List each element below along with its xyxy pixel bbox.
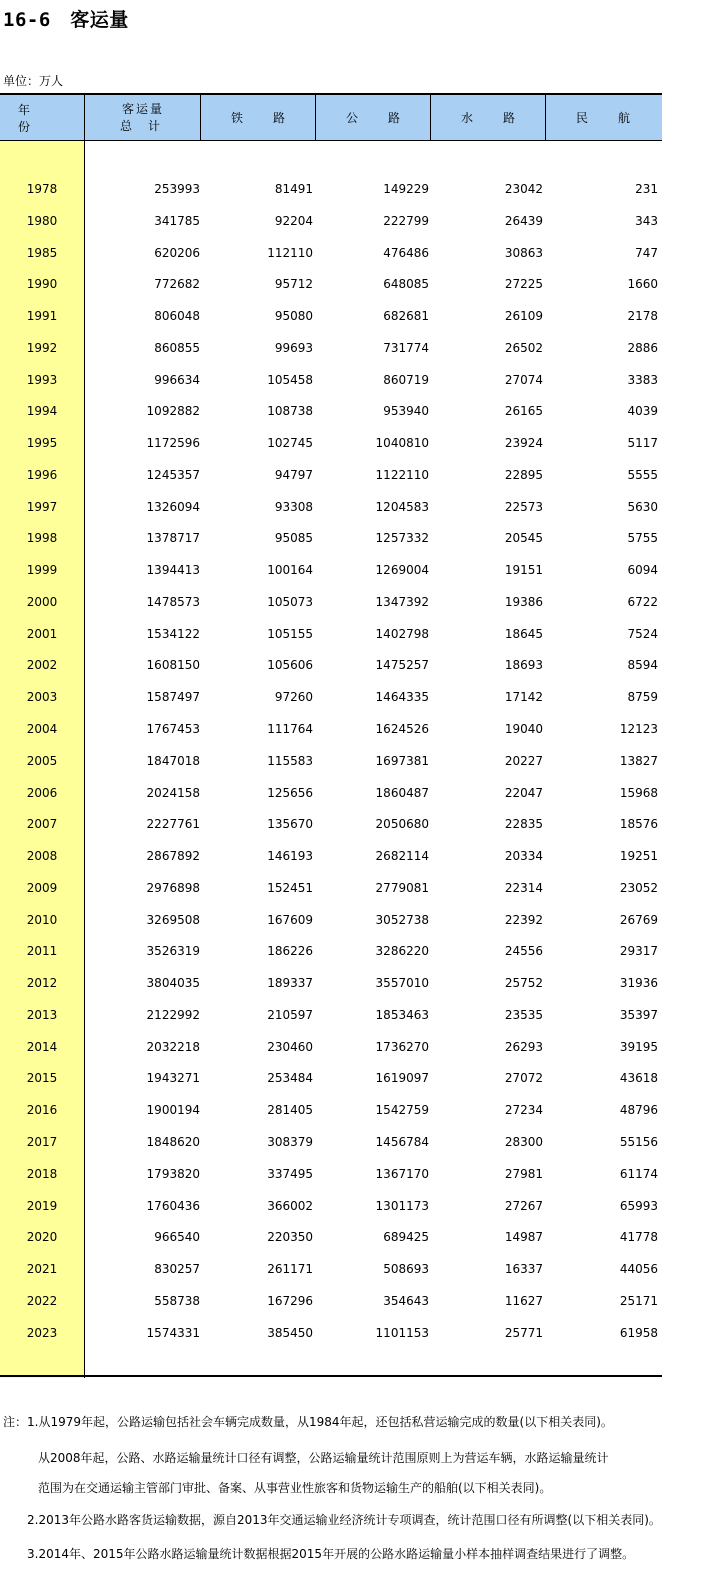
table-row — [0, 904, 662, 936]
cell-year: 2007 — [26, 817, 58, 832]
cell-air: 23052 — [619, 880, 658, 895]
cell-rail: 253484 — [267, 1071, 313, 1086]
cell-water: 26109 — [504, 309, 543, 324]
cell-air: 343 — [635, 213, 658, 228]
cell-rail: 210597 — [267, 1007, 313, 1022]
cell-water: 22895 — [504, 467, 543, 482]
cell-water: 26502 — [504, 340, 543, 355]
passenger-traffic-table — [0, 93, 662, 1378]
cell-total: 2867892 — [146, 849, 200, 864]
cell-year: 1994 — [26, 404, 58, 419]
table-row — [0, 745, 662, 777]
cell-water: 17142 — [504, 690, 543, 705]
cell-total: 1900194 — [146, 1103, 200, 1118]
cell-water: 19386 — [504, 594, 543, 609]
cell-air: 4039 — [627, 404, 658, 419]
cell-total: 772682 — [154, 277, 200, 292]
cell-rail: 92204 — [274, 213, 313, 228]
cell-air: 8594 — [627, 658, 658, 673]
cell-total: 3269508 — [146, 912, 200, 927]
table-row — [0, 1221, 662, 1253]
table-body — [0, 141, 662, 1378]
table-row — [0, 395, 662, 427]
cell-total: 1943271 — [146, 1071, 200, 1086]
cell-rail: 186226 — [267, 944, 313, 959]
header-rail: 铁路 — [231, 111, 316, 125]
table-header — [0, 93, 662, 141]
cell-total: 830257 — [154, 1262, 200, 1277]
cell-rail: 146193 — [267, 849, 313, 864]
cell-rail: 281405 — [267, 1103, 313, 1118]
table-row — [0, 1062, 662, 1094]
cell-air: 6094 — [627, 563, 658, 578]
cell-air: 44056 — [619, 1262, 658, 1277]
note-1: 注：1.从1979年起，公路运输包括社会车辆完成数量，从1984年起，还包括私营运输完成的数量(以下相关表同)。 — [3, 1415, 613, 1429]
cell-year: 1997 — [26, 499, 58, 514]
table-row — [0, 459, 662, 491]
cell-road: 731774 — [383, 340, 429, 355]
cell-total: 2032218 — [146, 1039, 200, 1054]
cell-water: 22835 — [504, 817, 543, 832]
cell-road: 1542759 — [375, 1103, 429, 1118]
cell-water: 27072 — [504, 1071, 543, 1086]
cell-total: 1172596 — [146, 436, 200, 451]
cell-rail: 385450 — [267, 1325, 313, 1340]
cell-water: 27074 — [504, 372, 543, 387]
table-row — [0, 649, 662, 681]
cell-road: 354643 — [383, 1293, 429, 1308]
table-row — [0, 205, 662, 237]
header-total — [85, 95, 201, 140]
cell-rail: 167296 — [267, 1293, 313, 1308]
cell-rail: 105458 — [267, 372, 313, 387]
cell-air: 15968 — [619, 785, 658, 800]
cell-road: 860719 — [383, 372, 429, 387]
cell-road: 682681 — [383, 309, 429, 324]
cell-air: 5117 — [627, 436, 658, 451]
cell-water: 28300 — [504, 1134, 543, 1149]
cell-water: 19151 — [504, 563, 543, 578]
cell-total: 1608150 — [146, 658, 200, 673]
table-row — [0, 173, 662, 205]
cell-total: 3526319 — [146, 944, 200, 959]
cell-road: 1624526 — [375, 722, 429, 737]
cell-road: 1257332 — [375, 531, 429, 546]
cell-year: 2020 — [26, 1230, 58, 1245]
cell-year: 1990 — [26, 277, 58, 292]
table-row — [0, 491, 662, 523]
cell-total: 1326094 — [146, 499, 200, 514]
cell-road: 689425 — [383, 1230, 429, 1245]
table-row — [0, 1253, 662, 1285]
cell-road: 1101153 — [375, 1325, 429, 1340]
cell-water: 18693 — [504, 658, 543, 673]
cell-road: 1853463 — [375, 1007, 429, 1022]
table-row — [0, 618, 662, 650]
cell-air: 2178 — [627, 309, 658, 324]
cell-water: 20334 — [504, 849, 543, 864]
cell-total: 860855 — [154, 340, 200, 355]
cell-road: 3557010 — [375, 976, 429, 991]
cell-water: 27234 — [504, 1103, 543, 1118]
cell-road: 1269004 — [375, 563, 429, 578]
cell-water: 27267 — [504, 1198, 543, 1213]
cell-rail: 108738 — [267, 404, 313, 419]
cell-rail: 105606 — [267, 658, 313, 673]
cell-road: 1464335 — [375, 690, 429, 705]
table-row — [0, 681, 662, 713]
table-row — [0, 872, 662, 904]
table-row — [0, 364, 662, 396]
cell-air: 48796 — [619, 1103, 658, 1118]
cell-air: 12123 — [619, 722, 658, 737]
cell-year: 2023 — [26, 1325, 58, 1340]
cell-air: 6722 — [627, 594, 658, 609]
cell-road: 1456784 — [375, 1134, 429, 1149]
cell-water: 26439 — [504, 213, 543, 228]
cell-total: 620206 — [154, 245, 200, 260]
cell-water: 24556 — [504, 944, 543, 959]
cell-rail: 261171 — [267, 1262, 313, 1277]
cell-water: 25752 — [504, 976, 543, 991]
header-total-line2: 总计 — [119, 118, 176, 133]
cell-road: 1860487 — [375, 785, 429, 800]
cell-rail: 95080 — [274, 309, 313, 324]
cell-year: 2018 — [26, 1166, 58, 1181]
cell-rail: 95712 — [274, 277, 313, 292]
cell-road: 1736270 — [375, 1039, 429, 1054]
cell-rail: 366002 — [267, 1198, 313, 1213]
cell-rail: 99693 — [274, 340, 313, 355]
cell-road: 2050680 — [375, 817, 429, 832]
header-year: 年份 — [18, 102, 53, 134]
cell-rail: 230460 — [267, 1039, 313, 1054]
table-row — [0, 586, 662, 618]
cell-year: 1993 — [26, 372, 58, 387]
header-total-line1: 客运量 — [121, 101, 164, 116]
cell-road: 648085 — [383, 277, 429, 292]
cell-year: 1996 — [26, 467, 58, 482]
cell-year: 2008 — [26, 849, 58, 864]
table-row — [0, 967, 662, 999]
cell-year: 2013 — [26, 1007, 58, 1022]
cell-total: 253993 — [154, 182, 200, 196]
cell-road: 1204583 — [375, 499, 429, 514]
cell-rail: 337495 — [267, 1166, 313, 1181]
cell-air: 41778 — [619, 1230, 658, 1245]
cell-total: 1245357 — [146, 467, 200, 482]
cell-year: 2012 — [26, 976, 58, 991]
cell-road: 1619097 — [375, 1071, 429, 1086]
cell-water: 22392 — [504, 912, 543, 927]
cell-year: 1992 — [26, 340, 58, 355]
cell-road: 1402798 — [375, 626, 429, 641]
cell-total: 3804035 — [146, 976, 200, 991]
cell-air: 25171 — [619, 1293, 658, 1308]
cell-air: 31936 — [619, 976, 658, 991]
cell-air: 231 — [635, 182, 658, 196]
cell-total: 1378717 — [146, 531, 200, 546]
cell-year: 2003 — [26, 690, 58, 705]
table-row — [0, 237, 662, 269]
cell-rail: 102745 — [267, 436, 313, 451]
cell-water: 20545 — [504, 531, 543, 546]
cell-road: 2682114 — [375, 849, 429, 864]
cell-rail: 125656 — [267, 785, 313, 800]
cell-air: 39195 — [619, 1039, 658, 1054]
cell-air: 55156 — [619, 1134, 658, 1149]
cell-year: 2006 — [26, 785, 58, 800]
cell-air: 8759 — [627, 690, 658, 705]
table-row — [0, 840, 662, 872]
cell-year: 1978 — [26, 182, 58, 196]
cell-year: 2019 — [26, 1198, 58, 1213]
cell-air: 1660 — [627, 277, 658, 292]
cell-road: 1367170 — [375, 1166, 429, 1181]
cell-air: 26769 — [619, 912, 658, 927]
cell-rail: 94797 — [274, 467, 313, 482]
table-row — [0, 1126, 662, 1158]
cell-water: 19040 — [504, 722, 543, 737]
table-row — [0, 713, 662, 745]
cell-year: 2004 — [26, 722, 58, 737]
note-3: 3.2014年、2015年公路水路运输量统计数据根据2015年开展的公路水路运输量小样本抽样调查结果进行了调整。 — [27, 1547, 635, 1561]
cell-total: 341785 — [154, 213, 200, 228]
table-row — [0, 1094, 662, 1126]
cell-total: 966540 — [154, 1230, 200, 1245]
header-road: 公路 — [346, 111, 431, 125]
cell-road: 1301173 — [375, 1198, 429, 1213]
cell-air: 13827 — [619, 753, 658, 768]
cell-water: 20227 — [504, 753, 543, 768]
cell-rail: 111764 — [267, 722, 313, 737]
cell-year: 2002 — [26, 658, 58, 673]
cell-total: 2227761 — [146, 817, 200, 832]
cell-year: 2014 — [26, 1039, 58, 1054]
cell-air: 18576 — [619, 817, 658, 832]
note-2: 2.2013年公路水路客货运输数据，源自2013年交通运输业经济统计专项调查，统计范围口径有所调整(以下相关表同)。 — [27, 1513, 661, 1527]
cell-air: 3383 — [627, 372, 658, 387]
cell-air: 61174 — [619, 1166, 658, 1181]
cell-year: 2015 — [26, 1071, 58, 1086]
cell-rail: 81491 — [274, 182, 313, 196]
table-rows — [0, 173, 662, 1348]
cell-year: 1985 — [26, 245, 58, 260]
cell-road: 149229 — [383, 182, 429, 196]
cell-water: 22573 — [504, 499, 543, 514]
cell-year: 2009 — [26, 880, 58, 895]
cell-total: 1848620 — [146, 1134, 200, 1149]
cell-total: 1847018 — [146, 753, 200, 768]
cell-water: 25771 — [504, 1325, 543, 1340]
cell-total: 996634 — [154, 372, 200, 387]
cell-rail: 115583 — [267, 753, 313, 768]
cell-rail: 167609 — [267, 912, 313, 927]
cell-road: 222799 — [383, 213, 429, 228]
cell-water: 23924 — [504, 436, 543, 451]
cell-rail: 220350 — [267, 1230, 313, 1245]
cell-total: 1574331 — [146, 1325, 200, 1340]
table-row — [0, 1158, 662, 1190]
cell-air: 5755 — [627, 531, 658, 546]
page-title: 16-6 客运量 — [3, 9, 129, 31]
cell-air: 2886 — [627, 340, 658, 355]
cell-rail: 95085 — [274, 531, 313, 546]
cell-total: 1760436 — [146, 1198, 200, 1213]
cell-total: 806048 — [154, 309, 200, 324]
cell-water: 18645 — [504, 626, 543, 641]
unit-label: 单位：万人 — [3, 74, 64, 88]
cell-air: 43618 — [619, 1071, 658, 1086]
cell-water: 23042 — [504, 182, 543, 196]
cell-water: 22314 — [504, 880, 543, 895]
cell-rail: 105073 — [267, 594, 313, 609]
cell-water: 14987 — [504, 1230, 543, 1245]
table-row — [0, 427, 662, 459]
cell-water: 11627 — [504, 1293, 543, 1308]
cell-water: 27981 — [504, 1166, 543, 1181]
cell-total: 2122992 — [146, 1007, 200, 1022]
table-row — [0, 332, 662, 364]
table-row — [0, 1031, 662, 1063]
table-row — [0, 300, 662, 332]
cell-air: 5555 — [627, 467, 658, 482]
cell-rail: 152451 — [267, 880, 313, 895]
cell-total: 1793820 — [146, 1166, 200, 1181]
cell-water: 26293 — [504, 1039, 543, 1054]
note-1-cont-b: 范围为在交通运输主管部门审批、备案、从事营业性旅客和货物运输生产的船舶(以下相关表同)。 — [38, 1481, 552, 1495]
table-row — [0, 1190, 662, 1222]
cell-road: 508693 — [383, 1262, 429, 1277]
cell-rail: 112110 — [267, 245, 313, 260]
cell-road: 1122110 — [375, 467, 429, 482]
cell-year: 1998 — [26, 531, 58, 546]
cell-year: 2000 — [26, 594, 58, 609]
cell-road: 1475257 — [375, 658, 429, 673]
cell-road: 476486 — [383, 245, 429, 260]
table-row — [0, 554, 662, 586]
header-air: 民航 — [576, 111, 661, 125]
cell-rail: 105155 — [267, 626, 313, 641]
table-bottom-rule — [0, 1375, 662, 1377]
cell-year: 2017 — [26, 1134, 58, 1149]
cell-year: 2011 — [26, 944, 58, 959]
cell-year: 1995 — [26, 436, 58, 451]
cell-year: 2021 — [26, 1262, 58, 1277]
note-1-cont-a: 从2008年起，公路、水路运输量统计口径有调整，公路运输量统计范围原则上为营运车辆，水路运输量统计 — [38, 1451, 609, 1465]
cell-total: 2976898 — [146, 880, 200, 895]
cell-road: 1347392 — [375, 594, 429, 609]
header-water: 水路 — [461, 111, 546, 125]
cell-year: 1980 — [26, 213, 58, 228]
cell-air: 7524 — [627, 626, 658, 641]
cell-air: 35397 — [619, 1007, 658, 1022]
cell-rail: 93308 — [274, 499, 313, 514]
cell-air: 19251 — [619, 849, 658, 864]
cell-year: 2010 — [26, 912, 58, 927]
cell-water: 27225 — [504, 277, 543, 292]
table-row — [0, 777, 662, 809]
table-row — [0, 935, 662, 967]
table-row — [0, 999, 662, 1031]
cell-road: 3286220 — [375, 944, 429, 959]
table-row — [0, 808, 662, 840]
cell-air: 61958 — [619, 1325, 658, 1340]
cell-water: 26165 — [504, 404, 543, 419]
cell-total: 558738 — [154, 1293, 200, 1308]
cell-rail: 135670 — [267, 817, 313, 832]
cell-road: 2779081 — [375, 880, 429, 895]
cell-total: 2024158 — [146, 785, 200, 800]
cell-year: 2001 — [26, 626, 58, 641]
cell-total: 1534122 — [146, 626, 200, 641]
table-row — [0, 522, 662, 554]
cell-year: 1999 — [26, 563, 58, 578]
cell-air: 65993 — [619, 1198, 658, 1213]
cell-air: 747 — [635, 245, 658, 260]
cell-total: 1394413 — [146, 563, 200, 578]
cell-total: 1478573 — [146, 594, 200, 609]
cell-rail: 100164 — [267, 563, 313, 578]
cell-rail: 308379 — [267, 1134, 313, 1149]
cell-air: 29317 — [619, 944, 658, 959]
cell-total: 1092882 — [146, 404, 200, 419]
cell-year: 2005 — [26, 753, 58, 768]
cell-water: 30863 — [504, 245, 543, 260]
cell-year: 2016 — [26, 1103, 58, 1118]
cell-water: 16337 — [504, 1262, 543, 1277]
table-row — [0, 1317, 662, 1349]
cell-total: 1587497 — [146, 690, 200, 705]
table-row — [0, 1285, 662, 1317]
cell-rail: 97260 — [274, 690, 313, 705]
cell-air: 5630 — [627, 499, 658, 514]
cell-road: 953940 — [383, 404, 429, 419]
cell-water: 22047 — [504, 785, 543, 800]
cell-year: 2022 — [26, 1293, 58, 1308]
cell-rail: 189337 — [267, 976, 313, 991]
cell-road: 1040810 — [375, 436, 429, 451]
cell-water: 23535 — [504, 1007, 543, 1022]
cell-road: 3052738 — [375, 912, 429, 927]
cell-road: 1697381 — [375, 753, 429, 768]
cell-total: 1767453 — [146, 722, 200, 737]
table-row — [0, 268, 662, 300]
cell-year: 1991 — [26, 309, 58, 324]
